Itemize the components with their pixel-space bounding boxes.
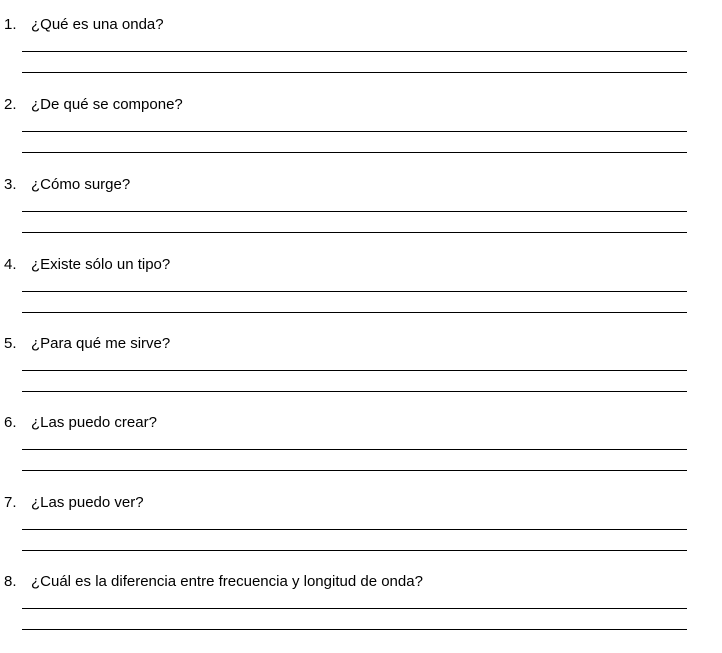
question-5 — [0, 335, 722, 415]
question-7 — [0, 494, 722, 574]
answer-line[interactable] — [22, 291, 687, 292]
question-1 — [0, 16, 722, 96]
question-8 — [0, 573, 722, 653]
answer-line[interactable] — [22, 449, 687, 450]
question-text: ¿Las puedo crear? — [31, 414, 157, 431]
answer-line[interactable] — [22, 232, 687, 233]
question-3 — [0, 176, 722, 256]
question-number: 4. — [4, 256, 17, 273]
question-number: 1. — [4, 16, 17, 33]
answer-line[interactable] — [22, 529, 687, 530]
question-number: 8. — [4, 573, 17, 590]
answer-line[interactable] — [22, 370, 687, 371]
answer-line[interactable] — [22, 550, 687, 551]
question-number: 5. — [4, 335, 17, 352]
question-text: ¿Las puedo ver? — [31, 494, 144, 511]
question-text: ¿Existe sólo un tipo? — [31, 256, 171, 273]
answer-line[interactable] — [22, 211, 687, 212]
question-text: ¿Cuál es la diferencia entre frecuencia y longitud de onda? — [31, 573, 423, 590]
question-number: 2. — [4, 96, 17, 113]
question-number: 7. — [4, 494, 17, 511]
question-number: 6. — [4, 414, 17, 431]
question-number: 3. — [4, 176, 17, 193]
answer-line[interactable] — [22, 131, 687, 132]
answer-line[interactable] — [22, 391, 687, 392]
question-text: ¿De qué se compone? — [31, 96, 183, 113]
question-6 — [0, 414, 722, 494]
question-text: ¿Para qué me sirve? — [31, 335, 171, 352]
question-text: ¿Qué es una onda? — [31, 16, 164, 33]
answer-line[interactable] — [22, 470, 687, 471]
answer-line[interactable] — [22, 629, 687, 630]
answer-line[interactable] — [22, 72, 687, 73]
answer-line[interactable] — [22, 51, 687, 52]
answer-line[interactable] — [22, 152, 687, 153]
answer-line[interactable] — [22, 608, 687, 609]
question-4 — [0, 256, 722, 336]
question-text: ¿Cómo surge? — [31, 176, 131, 193]
question-2 — [0, 96, 722, 176]
answer-line[interactable] — [22, 312, 687, 313]
